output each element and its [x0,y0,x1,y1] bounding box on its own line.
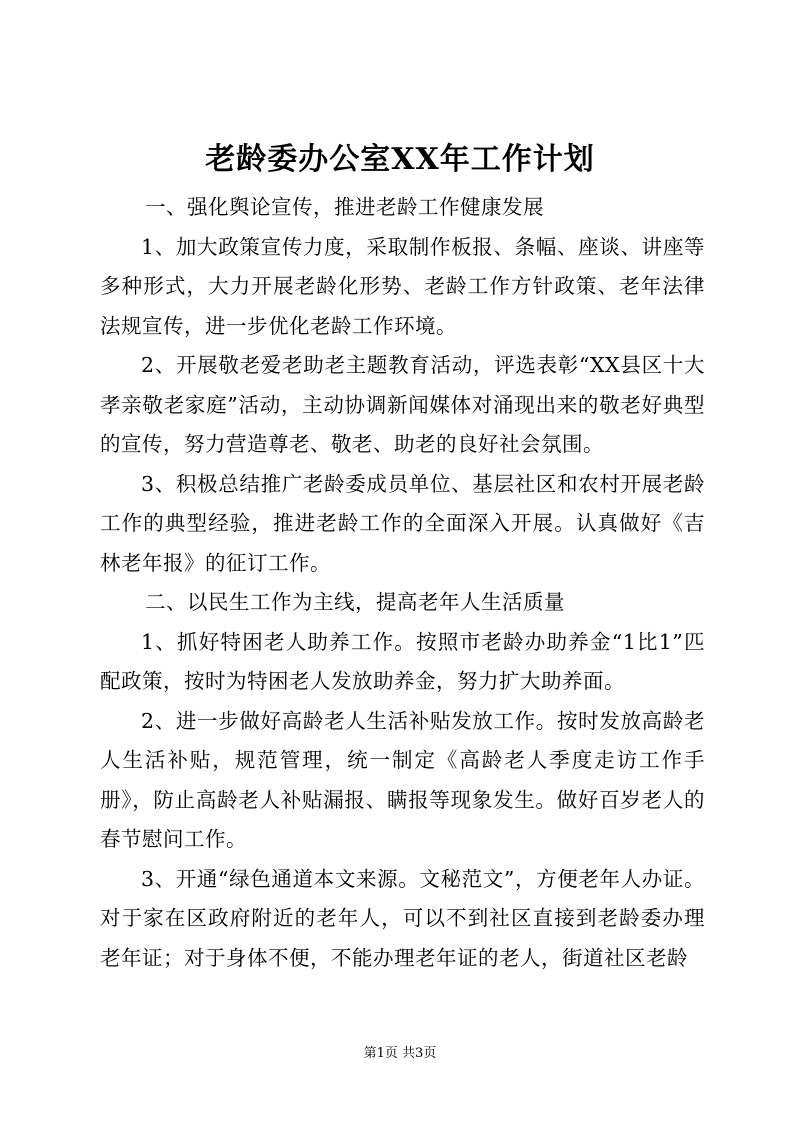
paragraph-2-2: 2、进一步做好高龄老人生活补贴发放工作。按时发放高龄老人生活补贴，规范管理，统一制定《高龄老人季度走访工作手册》，防止高龄老人补贴漏报、瞒报等现象发生。做好百岁老人的春节慰问工作。 [100,708,705,851]
document-title: 老龄委办公室XX年工作计划 [205,142,595,177]
paragraph-1-1: 1、加大政策宣传力度，采取制作板报、条幅、座谈、讲座等多种形式，大力开展老龄化形势、老龄工作方针政策、老年法律法规宣传，进一步优化老龄工作环境。 [100,234,705,338]
document-body [100,188,705,978]
paragraph-2-1: 1、抓好特困老人助养工作。按照市老龄办助养金“1比1”匹配政策，按时为特困老人发放助养金，努力扩大助养面。 [100,629,705,693]
paragraph-2-3: 3、开通“绿色通道本文来源。文秘范文”，方便老年人办证。对于家在区政府附近的老年人，可以不到社区直接到老龄委办理老年证；对于身体不便，不能办理老年证的老人，街道社区老龄 [100,866,705,970]
paragraph-1-2: 2、开展敬老爱老助老主题教育活动，评选表彰“XX县区十大孝亲敬老家庭”活动，主动协调新闻媒体对涌现出来的敬老好典型的宣传，努力营造尊老、敬老、助老的良好社会氛围。 [100,353,705,456]
paragraph-1-3: 3、积极总结推广老龄委成员单位、基层社区和农村开展老龄工作的典型经验，推进老龄工作的全面深入开展。认真做好《吉林老年报》的征订工作。 [100,471,705,575]
section-heading-1: 一、强化舆论宣传，推进老龄工作健康发展 [145,195,544,219]
section-heading-2: 二、以民生工作为主线，提高老年人生活质量 [145,590,565,614]
page-footer: 第1页 共3页 [363,1046,437,1061]
